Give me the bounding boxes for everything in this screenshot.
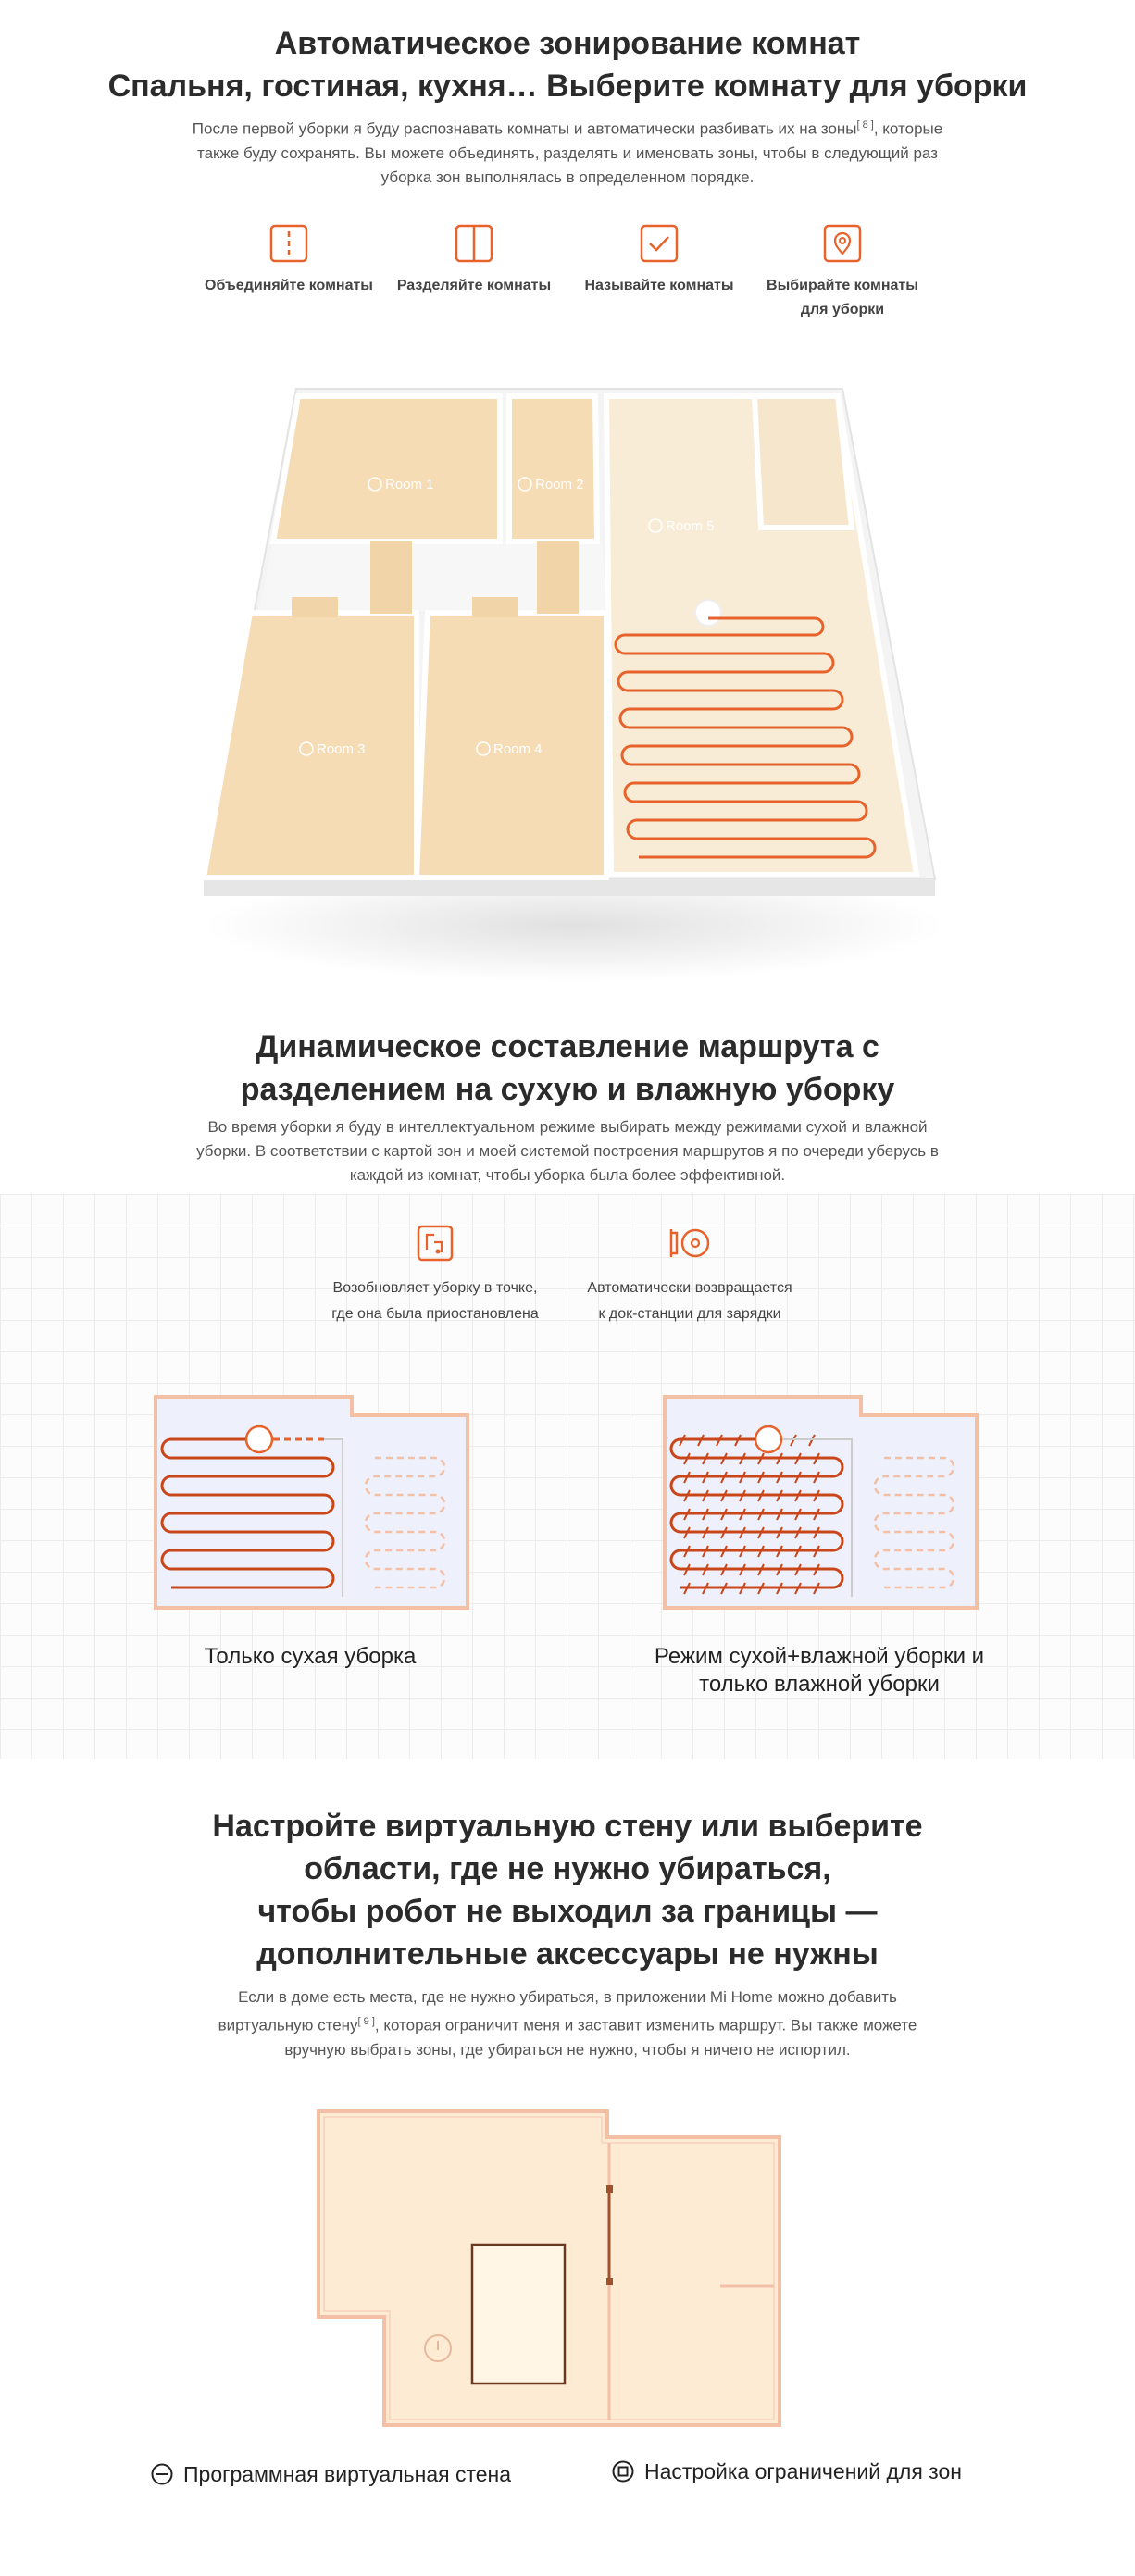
section3-title-line3: чтобы робот не выходил за границы —	[257, 1894, 878, 1929]
caption-wet-line1: Режим сухой+влажной уборки и	[654, 1644, 985, 1669]
footnote-8: [ 8 ]	[856, 119, 874, 131]
section1-title-line2: Спальня, гостиная, кухня… Выберите комнату для уборки	[107, 68, 1028, 104]
feature-dock-line1: Автоматически возвращается	[587, 1280, 792, 1296]
section3-desc-line2: виртуальную стену	[218, 2016, 358, 2035]
feature-merge-label: Объединяйте комнаты	[205, 278, 373, 293]
robot-icon	[695, 600, 721, 626]
section3-title-line4: дополнительные аксессуары не нужны	[256, 1936, 879, 1972]
section3-title-line2: области, где не нужно убираться,	[304, 1851, 831, 1886]
section2-desc-line3: каждой из комнат, чтобы уборка была более эффективной.	[349, 1166, 786, 1184]
section1-desc-line2: также буду сохранять. Вы можете объединять, разделять и именовать зоны, чтобы в следующий раз	[197, 143, 938, 162]
feature-select-label-line2: для уборки	[800, 302, 885, 317]
check-icon	[638, 222, 680, 265]
robot-icon-dry	[246, 1426, 272, 1452]
feature-dock-line2: к док-станции для зарядки	[598, 1306, 781, 1322]
robot-icon-wet	[755, 1426, 781, 1452]
resume-cleaning-icon	[414, 1222, 456, 1264]
dry-cleaning-map	[148, 1393, 472, 1615]
feature-resume-line2: где она была приостановлена	[331, 1306, 539, 1322]
feature-name-label: Называйте комнаты	[584, 278, 734, 293]
section1-title-line1: Автоматическое зонирование комнат	[274, 26, 861, 61]
section1-desc-line1: После первой уборки я буду распознавать комнаты и автоматически разбивать их на зоны	[192, 119, 857, 138]
feature-split	[381, 222, 567, 298]
feature-name	[567, 222, 752, 298]
room-1[interactable]	[273, 396, 500, 541]
feature-select	[750, 222, 935, 322]
floor-plan-3d	[185, 370, 954, 1000]
feature-merge	[196, 222, 381, 298]
section2-description	[0, 1115, 1135, 1188]
room-2-label: Room 2	[535, 477, 584, 492]
room-1-label: Room 1	[385, 477, 434, 492]
feature-select-label-line1: Выбирайте комнаты	[767, 278, 918, 293]
location-pin-icon	[821, 222, 864, 265]
section2-desc-line2: уборки. В соответствии с картой зон и моей системой построения маршрутов я по очереди уберусь в	[196, 1142, 939, 1160]
split-rooms-icon	[453, 222, 495, 265]
room-5-label: Room 5	[666, 518, 715, 534]
legend-zone-restriction	[611, 2458, 962, 2485]
wet-cleaning-map	[657, 1393, 981, 1615]
section1-description: После первой уборки я буду распознавать комнаты и автоматически разбивать их на зоны[ 8 ], которые также буду сохранять. Вы можете объединять, разделять и именовать зоны, чтобы в следующий раз уборка зон выполнялась в определенном порядке.	[0, 113, 1135, 190]
caption-dry: Только сухая уборка	[204, 1644, 417, 1669]
room-3[interactable]	[204, 613, 417, 877]
legend-zone-restriction-label: Настройка ограничений для зон	[644, 2459, 962, 2483]
footnote-9: [ 9 ]	[357, 2016, 375, 2027]
room-4-label: Room 4	[493, 741, 543, 757]
section1-title	[0, 22, 1135, 107]
section3-description: Если в доме есть места, где не нужно убираться, в приложении Mi Home можно добавить виртуальную стену[ 9 ], которая ограничит меня и заставит изменить маршрут. Вы также можете вручную выбрать зоны, где убираться не нужно, чтобы я ничего не испортил.	[0, 1985, 1135, 2062]
zone-square-icon	[611, 2459, 635, 2483]
section2-title	[0, 1026, 1135, 1111]
feature-split-label: Разделяйте комнаты	[396, 278, 552, 293]
caption-wet-line2: только влажной уборки	[699, 1672, 940, 1697]
feature-resume-line1: Возобновляет уборку в точке,	[332, 1280, 538, 1296]
room-3-label: Room 3	[317, 741, 366, 757]
minus-circle-icon	[150, 2462, 174, 2486]
section2-desc-line1: Во время уборки я буду в интеллектуальном режиме выбирать между режимами сухой и влажной	[207, 1118, 928, 1136]
section3-desc-line1: Если в доме есть места, где не нужно убираться, в приложении Mi Home можно добавить	[238, 1988, 897, 2006]
caption-wet	[611, 1643, 1028, 1699]
section3-title-line1: Настройте виртуальную стену или выберите	[212, 1809, 923, 1844]
legend-virtual-wall	[150, 2460, 511, 2488]
room-2[interactable]	[509, 396, 597, 541]
virtual-wall-map	[313, 2106, 785, 2434]
no-go-zone[interactable]	[472, 2245, 565, 2383]
section2-title-line1: Динамическое составление маршрута с	[256, 1029, 879, 1064]
legend-virtual-wall-label: Программная виртуальная стена	[183, 2462, 512, 2486]
feature-dock	[560, 1222, 819, 1327]
merge-rooms-icon	[268, 222, 310, 265]
feature-resume	[306, 1222, 565, 1327]
section1-desc-line3: уборка зон выполнялась в определенном порядке.	[380, 168, 755, 186]
section3-title	[0, 1805, 1135, 1975]
section2-title-line2: разделением на сухую и влажную уборку	[240, 1072, 895, 1107]
section3-desc-line3: вручную выбрать зоны, где убираться не нужно, чтобы я ничего не испортил.	[284, 2040, 851, 2059]
dock-return-icon	[664, 1222, 716, 1264]
